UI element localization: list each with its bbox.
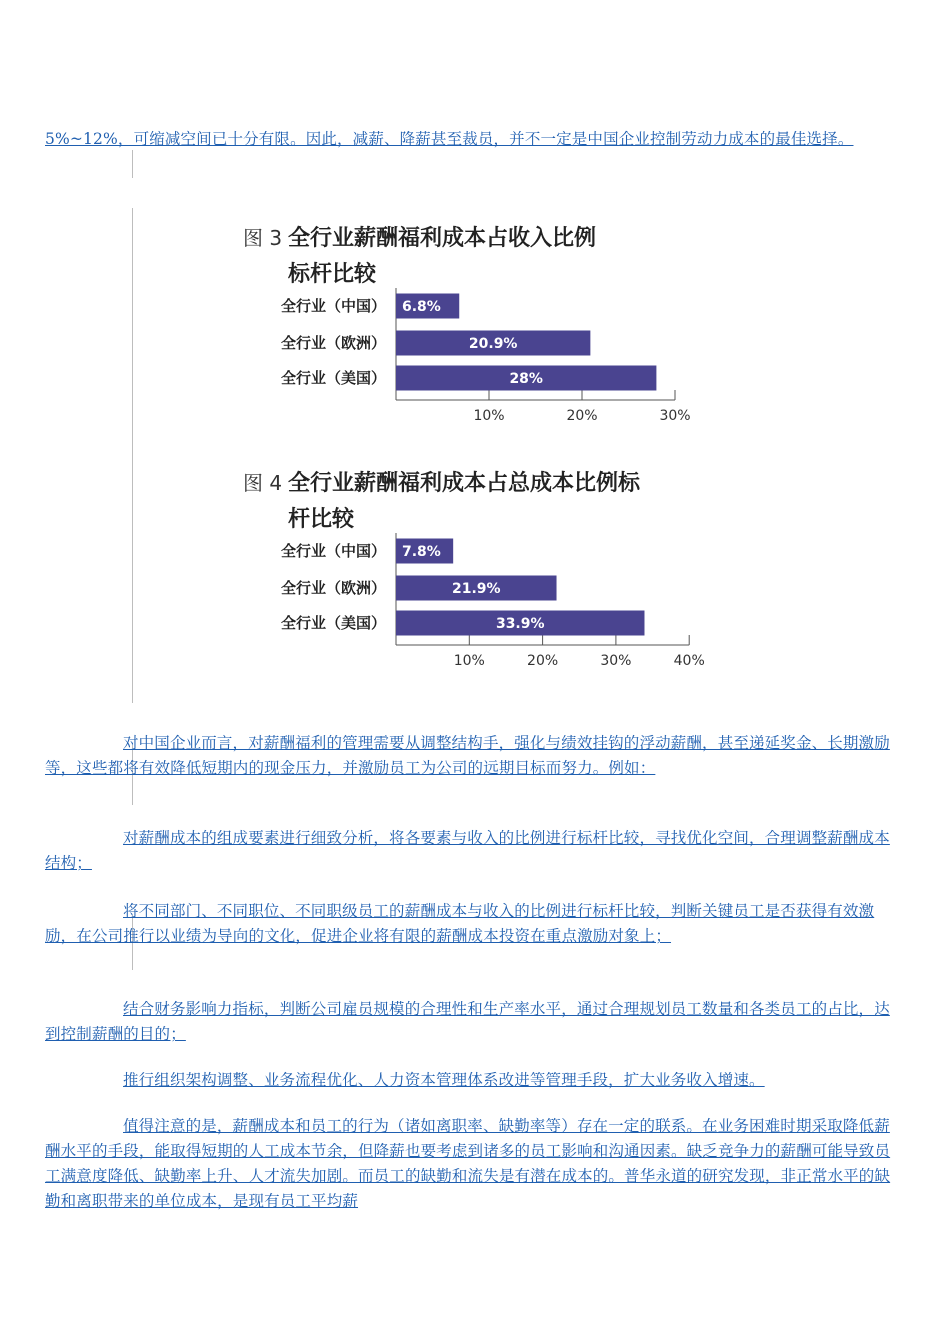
margin-guide-line	[132, 208, 133, 703]
chart-category-label: 全行业（欧洲）	[280, 579, 386, 597]
body-paragraph-1[interactable]: 对中国企业而言，对薪酬福利的管理需要从调整结构手，强化与绩效挂钩的浮动薪酬，甚至递延奖金、长期激励等，这些都将有效降低短期内的现金压力，并激励员工为公司的远期目标而努力。例如：	[45, 734, 890, 777]
body-paragraph-2[interactable]: 对薪酬成本的组成要素进行细致分析，将各要素与收入的比例进行标杆比较，寻找优化空间，合理调整薪酬成本结构；	[45, 829, 890, 872]
margin-guide-line	[132, 150, 133, 178]
chart-category-label: 全行业（欧洲）	[280, 334, 386, 352]
benchmark-charts	[236, 218, 706, 693]
chart-bar-value-label: 21.9%	[451, 581, 501, 597]
chart-x-tick-label: 20%	[566, 408, 598, 424]
intro-paragraph[interactable]: 5%~12%，可缩减空间已十分有限。因此，减薪、降薪甚至裁员，并不一定是中国企业控制劳动力成本的最佳选择。	[45, 130, 854, 148]
chart-bar-value-label: 33.9%	[495, 616, 545, 632]
chart-category-label: 全行业（美国）	[280, 369, 386, 387]
chart-title: 全行业薪酬福利成本占收入比例	[288, 226, 597, 251]
charts-svg	[236, 218, 706, 693]
chart-category-label: 全行业（中国）	[280, 297, 386, 315]
chart-category-label: 全行业（中国）	[280, 542, 386, 560]
body-paragraph-4[interactable]: 结合财务影响力指标，判断公司雇员规模的合理性和生产率水平，通过合理规划员工数量和各类员工的占比，达到控制薪酬的目的；	[45, 1000, 890, 1043]
chart-x-tick-label: 10%	[453, 653, 485, 669]
chart-fig-label: 图 3	[243, 226, 283, 250]
chart-bar-value-label: 6.8%	[402, 299, 441, 315]
chart-category-label: 全行业（美国）	[280, 614, 386, 632]
chart-fig-label: 图 4	[243, 471, 283, 495]
chart-title: 全行业薪酬福利成本占总成本比例标	[288, 471, 641, 496]
chart-bar-value-label: 28%	[509, 371, 543, 387]
body-paragraph-5[interactable]: 推行组织架构调整、业务流程优化、人力资本管理体系改进等管理手段，扩大业务收入增速。	[123, 1071, 765, 1089]
chart-x-tick-label: 30%	[600, 653, 632, 669]
chart-bar-value-label: 7.8%	[402, 544, 441, 560]
chart-title-continued: 杆比较	[288, 507, 355, 532]
chart-x-tick-label: 10%	[473, 408, 505, 424]
chart-x-tick-label: 40%	[673, 653, 705, 669]
chart-x-tick-label: 30%	[659, 408, 691, 424]
chart-x-tick-label: 20%	[527, 653, 559, 669]
body-paragraph-6[interactable]: 值得注意的是，薪酬成本和员工的行为（诸如离职率、缺勤率等）存在一定的联系。在业务困难时期采取降低薪酬水平的手段，能取得短期的人工成本节余，但降薪也要考虑到诸多的员工影响和沟通因素。缺乏竞争力的薪酬可能导致员工满意度降低、缺勤率上升、人才流失加剧。而员工的缺勤和流失是有潜在成本的。普华永道的研究发现，非正常水平的缺勤和离职带来的单位成本，是现有员工平均薪	[45, 1117, 891, 1210]
chart-title-continued: 标杆比较	[288, 262, 377, 287]
body-paragraph-3[interactable]: 将不同部门、不同职位、不同职级员工的薪酬成本与收入的比例进行标杆比较，判断关键员工是否获得有效激励，在公司推行以业绩为导向的文化，促进企业将有限的薪酬成本投资在重点激励对象上；	[45, 902, 875, 945]
chart-bar-value-label: 20.9%	[468, 336, 518, 352]
